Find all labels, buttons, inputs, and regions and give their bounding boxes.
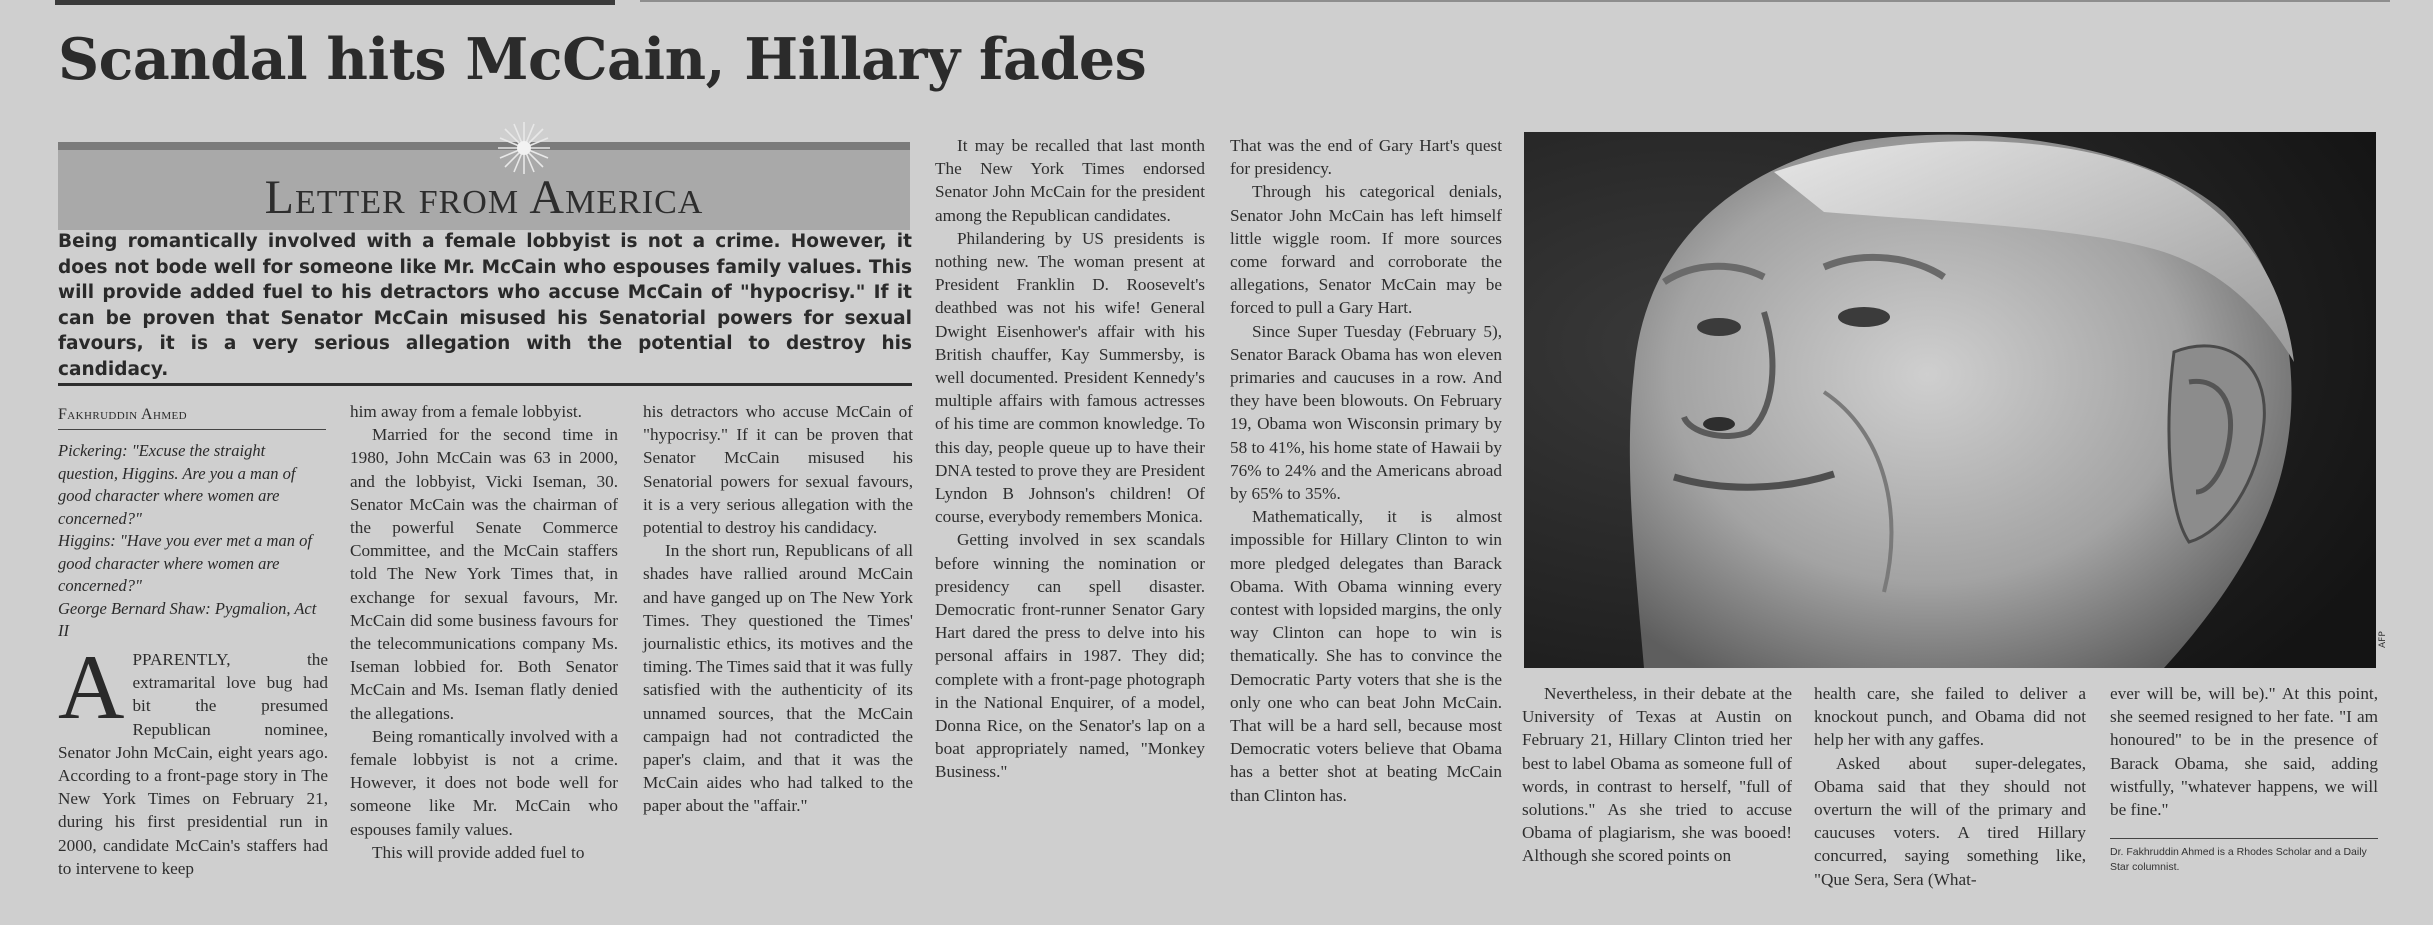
deck-bottom-rule — [58, 383, 912, 386]
column-3 — [643, 400, 913, 818]
col5-p3: Since Super Tuesday (February 5), Senator Barack Obama has won eleven primaries and caucuses in a row. And they have been blowouts. On February 19, Obama won Wisconsin primary by 58 to 41%, his home state of Hawaii by 76% to 24% and the Americans abroad by 65% to 35%. — [1230, 321, 1502, 504]
col5-p1: That was the end of Gary Hart's quest for presidency. — [1230, 136, 1502, 179]
column-8 — [2110, 682, 2378, 821]
column-5 — [1230, 134, 1502, 807]
byline: Fakhruddin Ahmed — [58, 406, 326, 430]
col4-p2: Philandering by US presidents is nothing new. The woman present at President Franklin D. Roosevelt's deathbed was not his wife! General Dwight Eisenhower's affair with his British chauffer, Kay Summersby, is well documented. President Kennedy's multiple affairs with famous actresses of his time are common knowledge. To this day, people queue up to have their DNA tested to prove they are President Lyndon B Johnson's children! Of course, everybody remembers Monica. — [935, 228, 1205, 527]
photo-credit: AFP — [2378, 631, 2388, 648]
col5-p2: Through his categorical denials, Senator John McCain has left himself little wiggle room. If more sources come forward and corroborate the allegations, Senator McCain may be forced to pull a Gary Hart. — [1230, 182, 1502, 318]
starburst-icon — [496, 120, 552, 176]
column-6 — [1522, 682, 1792, 868]
headline: Scandal hits McCain, Hillary fades — [58, 26, 1147, 93]
epigraph — [58, 440, 328, 643]
col5-p4: Mathematically, it is almost impossible for Hillary Clinton to win more pledged delegates than Barack Obama. With Obama winning every contest with lopsided margins, the only way Clinton can hope to win is thematically. She has to convince the Democratic Party voters that she is the only one who can beat John McCain. That will be a hard sell, because most Democratic voters believe that Obama has a better shot at beating McCain than Clinton has. — [1230, 507, 1502, 805]
portrait-image — [1524, 132, 2376, 668]
col4-p3: Getting involved in sex scandals before winning the nomination or presidency can spell disaster. Democratic front-runner Senator Gary Hart dared the press to delve into his personal affairs in 1987. They did; complete with a front-page photograph in the National Enquirer, of a model, Donna Rice, on the Senator's lap on a boat appropriately named, "Monkey Business." — [935, 530, 1205, 782]
col7-p2: Asked about super-delegates, Obama said that they should not overturn the will of the primary and caucuses voters. A tired Hillary concurred, saying something like, "Que Sera, Sera (What- — [1814, 753, 2086, 889]
mccain-portrait-photo — [1524, 132, 2376, 668]
col6-p1: Nevertheless, in their debate at the University of Texas at Austin on February 21, Hillary Clinton tried her best to label Obama as someone full of words, in contrast to herself, "full of solutions." As she tried to accuse Obama of plagiarism, she was booed! Although she scored points on — [1522, 684, 1792, 866]
col4-p1: It may be recalled that last month The New York Times endorsed Senator John McCain for the president among the Republican candidates. — [935, 136, 1205, 225]
col2-p4: This will provide added fuel to — [372, 842, 585, 862]
col3-p1: his detractors who accuse McCain of "hypocrisy." If it can be proven that Senator McCain misused his Senatorial powers for sexual favours, it is a very serious allegation with the potential to destroy his candidacy. — [643, 402, 913, 538]
top-rule-left — [55, 0, 615, 5]
letter-from-america-banner — [58, 142, 910, 230]
col3-p2: In the short run, Republicans of all shades have rallied around McCain and have ganged up on The New York Times. They questioned the Times' journalistic ethics, its motives and the timing. The Times said that it was fully satisfied with the authenticity of its unnamed sources, that the McCain campaign had not contradicted the paper's claim, and that it was the McCain aides who had talked to the paper about the "affair." — [643, 541, 913, 816]
top-rule-right — [640, 0, 2390, 2]
article-deck: Being romantically involved with a female lobbyist is not a crime. However, it does not bode well for someone like Mr. McCain who espouses family values. This will provide added fuel to his detractors who accuse McCain of "hypocrisy." If it can be proven that Senator McCain misused his Senatorial powers for sexual favours, it is a very serious allegation with the potential to destroy his candidacy. — [58, 231, 912, 380]
column-2 — [350, 400, 618, 864]
column-4 — [935, 134, 1205, 784]
col2-p1: him away from a female lobbyist. — [350, 402, 582, 421]
banner-title: Letter from America — [264, 171, 704, 224]
col8-p1: ever will be, will be)." At this point, she seemed resigned to her fate. "I am honoured" to be in the presence of Barack Obama, she said, adding wistfully, "whatever happens, we will be fine." — [2110, 684, 2378, 820]
col7-p1: health care, she failed to deliver a knockout punch, and Obama did not help her with any gaffes. — [1814, 684, 2086, 750]
column-1 — [58, 636, 328, 880]
col2-p3: Being romantically involved with a female lobbyist is not a crime. However, it does not bode well for someone like Mr. McCain who espouses family values. — [350, 726, 618, 839]
epigraph-attribution: George Bernard Shaw: Pygmalion, Act II — [58, 598, 317, 640]
col2-p2: Married for the second time in 1980, John McCain was 63 in 2000, and the lobbyist, Vicki Iseman, 30. Senator McCain was the chairman of the powerful Senate Commerce Committee, and the McCain staffers told The New York Times that, in exchange for sexual favours, Mr. McCain did some business favours for the telecommunications company Ms. Iseman lobbied for. Both Senator McCain and Ms. Iseman flatly denied the allegations. — [350, 425, 618, 723]
column-7 — [1814, 682, 2086, 891]
author-footnote: Dr. Fakhruddin Ahmed is a Rhodes Scholar and a Daily Star columnist. — [2110, 838, 2378, 875]
epigraph-higgins: Higgins: "Have you ever met a man of good character where women are concerned?" — [58, 531, 312, 595]
drop-cap: A — [58, 636, 125, 738]
epigraph-pickering: Pickering: "Excuse the straight question, Higgins. Are you a man of good character where women are concerned?" — [58, 441, 296, 528]
column-1-text: PPARENTLY, the extramarital love bug had bit the presumed Republican nominee, Senator John McCain, eight years ago. According to a front-page story in The New York Times on February 21, during his first presidential run in 2000, candidate McCain's staffers had to intervene to keep — [58, 650, 328, 878]
